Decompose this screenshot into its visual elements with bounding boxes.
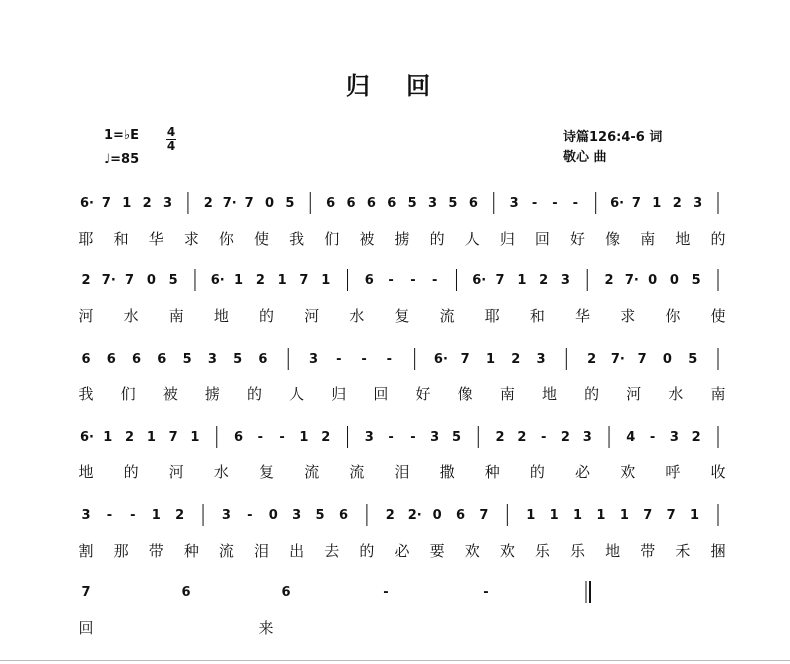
lyric-char: 带 [640, 542, 656, 560]
note: 3 [509, 196, 519, 211]
lyric-char: 耶 [78, 230, 94, 248]
note: 1 [190, 430, 200, 445]
note: 2 [142, 196, 152, 211]
note: - [130, 508, 136, 523]
note: 1 [517, 273, 527, 288]
lyric-char: 像 [605, 230, 621, 248]
note: 7 [125, 273, 135, 288]
note: 0 [662, 352, 672, 367]
note: 3 [430, 430, 440, 445]
lyric-char: 的 [259, 307, 275, 325]
note: 1 [299, 430, 309, 445]
note: 3 [308, 352, 319, 367]
note: - [336, 352, 342, 367]
note: 2 [604, 273, 614, 288]
lyric-char: 使 [254, 230, 270, 248]
lyric-char: 的 [429, 230, 445, 248]
lyric-char: 要 [429, 542, 445, 560]
note: 1 [526, 508, 536, 523]
note: 6 [326, 196, 336, 211]
lyric-char: 水 [668, 385, 684, 403]
note: 6 [132, 352, 142, 367]
note: 7 [299, 273, 309, 288]
lyric-char: 出 [289, 542, 305, 560]
lyric-char: 流 [304, 463, 320, 481]
note: 5 [688, 352, 698, 367]
lyric-char: 乐 [534, 542, 550, 560]
note: - [410, 273, 416, 288]
lyric-char: 的 [247, 385, 263, 403]
note: 4 [626, 430, 636, 445]
note: 2 [495, 430, 505, 445]
lyric-char: 和 [529, 307, 545, 325]
note: 1 [619, 508, 629, 523]
key-signature: 1=♭E [104, 128, 139, 143]
note: 1 [234, 273, 244, 288]
note: 7 [460, 352, 470, 367]
note: 5 [451, 430, 461, 445]
note: 6 [455, 508, 466, 523]
lyric-char: 地 [541, 385, 557, 403]
lyric-char: 种 [183, 542, 199, 560]
lyric-char: 求 [183, 230, 199, 248]
lyric-char: 华 [148, 230, 164, 248]
note: - [386, 352, 393, 367]
lyric-char: 南 [168, 307, 184, 325]
note: 7· [610, 352, 625, 367]
time-top: 4 [166, 125, 176, 139]
lyric-char: 地 [675, 230, 691, 248]
note: 6 [181, 585, 191, 600]
note: 0 [432, 508, 442, 523]
note: - [106, 508, 113, 523]
lyric-char: 收 [710, 463, 726, 481]
lyric-char: 回 [373, 385, 389, 403]
lyric-char: 捆 [710, 542, 726, 560]
page-bottom-rule [0, 660, 790, 661]
lyric-char: 耶 [484, 307, 500, 325]
lyric-char: 种 [484, 463, 500, 481]
note: - [483, 585, 489, 600]
note: - [383, 585, 389, 600]
note: 6· [80, 196, 94, 211]
note: - [431, 273, 438, 288]
time-bottom: 4 [166, 139, 176, 153]
note: 2 [560, 430, 570, 445]
lyric-char: 必 [394, 542, 410, 560]
note: 6· [472, 273, 487, 288]
note: 1 [277, 273, 287, 288]
note: 5 [691, 273, 701, 288]
note: 6 [346, 196, 356, 211]
note: 3 [582, 430, 592, 445]
lyric-char: 人 [289, 385, 305, 403]
lyric-char: 掳 [394, 230, 410, 248]
note: - [361, 352, 367, 367]
lyric-char: 像 [457, 385, 473, 403]
note: - [649, 430, 656, 445]
note: - [410, 430, 416, 445]
lyric-char: 好 [415, 385, 431, 403]
note: 6 [157, 352, 167, 367]
note: 3 [428, 196, 438, 211]
note: 1 [485, 352, 495, 367]
note: 1 [573, 508, 583, 523]
note: 7 [631, 196, 641, 211]
note: - [552, 196, 558, 211]
note: 7 [479, 508, 489, 523]
note: 3 [207, 352, 217, 367]
note: 1 [652, 196, 662, 211]
note: 2 [321, 430, 331, 445]
note: - [540, 430, 547, 445]
note: 2 [691, 430, 701, 445]
note: 6 [364, 273, 374, 288]
note: - [572, 196, 578, 211]
lyric-char: 人 [464, 230, 480, 248]
lyric-char: 的 [710, 230, 726, 248]
lyric-char: 撒 [439, 463, 455, 481]
note: 5 [233, 352, 243, 367]
note: 7· [222, 196, 237, 211]
note: 2 [539, 273, 549, 288]
note: 3 [536, 352, 546, 367]
note: - [257, 430, 264, 445]
note: - [388, 430, 394, 445]
note: 6 [387, 196, 397, 211]
note: 1 [596, 508, 606, 523]
lyric-char: 水 [213, 463, 229, 481]
lyricist-credit: 诗篇126:4-6 词 [563, 130, 663, 145]
lyric-char: 水 [123, 307, 139, 325]
note: 7 [168, 430, 178, 445]
note: 2 [255, 273, 265, 288]
note: 7· [624, 273, 639, 288]
note: 7· [101, 273, 116, 288]
lyric-char: 使 [710, 307, 726, 325]
note: 3 [81, 508, 91, 523]
lyric-char: 被 [359, 230, 375, 248]
lyric-char: 你 [218, 230, 234, 248]
note: 6 [258, 352, 268, 367]
note: 2 [203, 196, 213, 211]
lyric-char: 来 [258, 619, 274, 637]
note: 6· [610, 196, 625, 211]
lyric-char: 回 [78, 619, 94, 637]
note: 2· [407, 508, 422, 523]
note: 5 [315, 508, 325, 523]
lyric-char: 乐 [570, 542, 586, 560]
note: 2 [672, 196, 682, 211]
lyric-char: 河 [626, 385, 642, 403]
lyric-char: 河 [304, 307, 320, 325]
lyric-char: 河 [78, 307, 94, 325]
note: 1 [122, 196, 132, 211]
song-title: 归 回 [345, 72, 445, 100]
note: - [388, 273, 394, 288]
note: 1 [549, 508, 559, 523]
lyric-char: 的 [529, 463, 545, 481]
lyric-char: 水 [349, 307, 365, 325]
lyric-char: 掳 [204, 385, 220, 403]
lyric-char: 地 [605, 542, 621, 560]
note: - [279, 430, 285, 445]
note: 1 [321, 273, 331, 288]
note: 0 [648, 273, 658, 288]
lyric-char: 复 [394, 307, 410, 325]
lyric-char: 欢 [464, 542, 480, 560]
note: 2 [125, 430, 135, 445]
note: 5 [285, 196, 295, 211]
note: 6 [106, 352, 116, 367]
note: 2 [587, 352, 597, 367]
note: 7 [643, 508, 653, 523]
note: 3 [221, 508, 231, 523]
lyric-char: 被 [162, 385, 178, 403]
lyric-char: 华 [575, 307, 591, 325]
note: 6 [366, 196, 376, 211]
lyric-char: 复 [259, 463, 275, 481]
lyric-char: 必 [575, 463, 591, 481]
lyric-char: 归 [499, 230, 515, 248]
note: 7 [637, 352, 647, 367]
note: 1 [690, 508, 700, 523]
note: 2 [175, 508, 185, 523]
lyric-char: 泪 [254, 542, 270, 560]
note: 6 [234, 430, 244, 445]
lyric-char: 我 [78, 385, 94, 403]
composer-credit: 敬心 曲 [563, 150, 607, 165]
note: 2 [511, 352, 521, 367]
lyric-char: 和 [113, 230, 129, 248]
lyric-char: 归 [331, 385, 347, 403]
note: 5 [182, 352, 192, 367]
lyric-char: 们 [120, 385, 136, 403]
note: 6 [338, 508, 348, 523]
lyric-char: 地 [213, 307, 229, 325]
lyric-char: 呼 [665, 463, 681, 481]
note: - [531, 196, 538, 211]
lyric-char: 南 [499, 385, 515, 403]
note: 3 [364, 430, 374, 445]
note: 6· [80, 430, 94, 445]
note: 5 [168, 273, 178, 288]
lyric-char: 好 [570, 230, 586, 248]
lyric-char: 南 [710, 385, 726, 403]
note: 0 [669, 273, 679, 288]
note: 0 [268, 508, 278, 523]
note: 1 [151, 508, 161, 523]
note: - [247, 508, 253, 523]
note: 3 [292, 508, 302, 523]
lyric-char: 的 [359, 542, 375, 560]
lyric-char: 求 [620, 307, 636, 325]
note: 6 [81, 352, 91, 367]
note: 2 [81, 273, 91, 288]
note: 2 [517, 430, 527, 445]
note: 1 [146, 430, 156, 445]
note: 7 [244, 196, 254, 211]
lyric-char: 欢 [620, 463, 636, 481]
lyric-char: 地 [78, 463, 94, 481]
lyric-char: 禾 [675, 542, 691, 560]
lyric-char: 们 [324, 230, 340, 248]
lyric-char: 泪 [394, 463, 410, 481]
lyric-char: 流 [349, 463, 365, 481]
note: 0 [264, 196, 274, 211]
note: 3 [560, 273, 570, 288]
note: 7 [666, 508, 676, 523]
note: 7 [495, 273, 505, 288]
lyric-char: 河 [168, 463, 184, 481]
lyric-char: 回 [534, 230, 550, 248]
lyric-char: 流 [218, 542, 234, 560]
lyric-char: 的 [123, 463, 139, 481]
tempo-marking: ♩=85 [104, 152, 140, 167]
lyric-char: 的 [584, 385, 600, 403]
note: 6 [468, 196, 478, 211]
note: 7 [81, 585, 91, 600]
note: 1 [103, 430, 113, 445]
lyric-char: 你 [665, 307, 681, 325]
lyric-char: 流 [439, 307, 455, 325]
lyric-char: 带 [148, 542, 164, 560]
note: 3 [163, 196, 173, 211]
note: 6· [210, 273, 225, 288]
lyric-char: 割 [78, 542, 94, 560]
lyric-char: 我 [289, 230, 305, 248]
note: 6 [281, 585, 291, 600]
note: 5 [407, 196, 417, 211]
note: 7 [101, 196, 111, 211]
note: 0 [146, 273, 156, 288]
note: 3 [693, 196, 703, 211]
note: 2 [385, 508, 395, 523]
note: 5 [448, 196, 458, 211]
note: 3 [669, 430, 679, 445]
lyric-char: 那 [113, 542, 129, 560]
lyric-char: 南 [640, 230, 656, 248]
lyric-char: 去 [324, 542, 340, 560]
note: 6· [433, 352, 448, 367]
lyric-char: 欢 [499, 542, 515, 560]
